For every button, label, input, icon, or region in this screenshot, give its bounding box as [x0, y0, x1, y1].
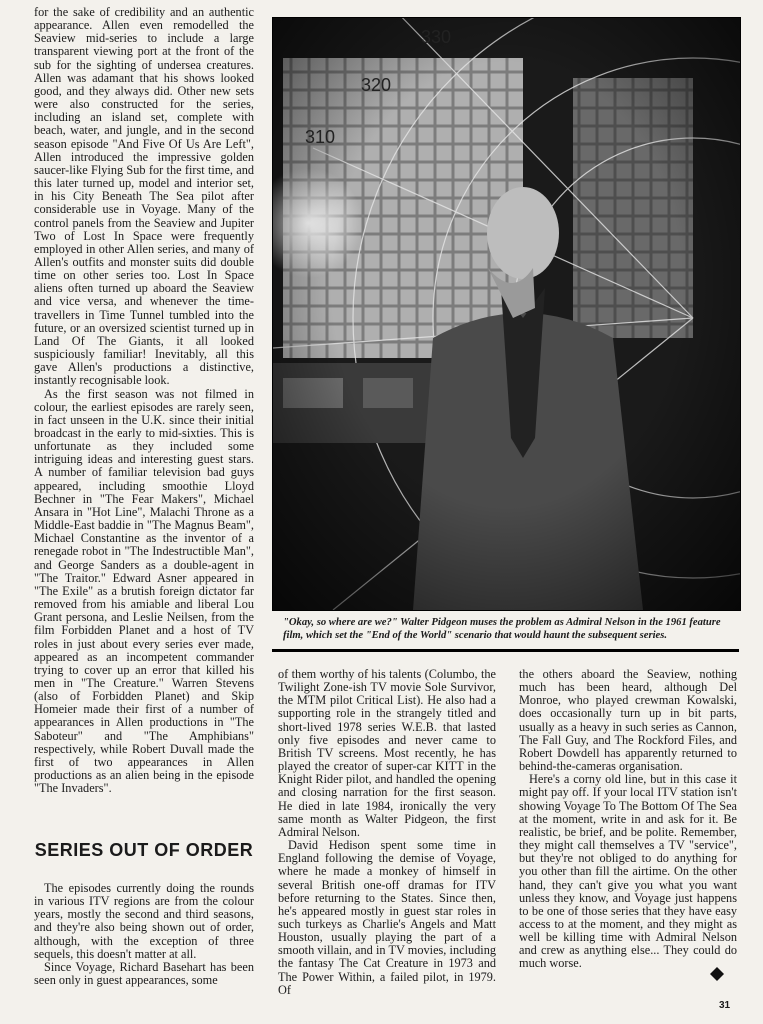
paragraph: the others aboard the Seaview, nothing much has been heard, although Del Monroe, who played crewman Kowalski, does occasionally turn up in bit parts, usually as a heavy in such series as Cannon, The Fall Guy, and The Rockford Files, and Robert Dowdell has apparently returned to behind-the-cameras organisation.: [519, 667, 737, 774]
film-still-photo: [272, 17, 741, 611]
photo-illustration: [273, 18, 740, 610]
column-1-top: [34, 6, 254, 795]
column-2: [278, 668, 496, 997]
paragraph: The episodes currently doing the rounds in various ITV regions are from the colour years, mostly the second and third seasons, and they're also being shown out of order, although, with the exception of three sequels, this doesn't matter at all.: [34, 881, 254, 961]
paragraph: As the first season was not filmed in colour, the earliest episodes are rarely seen, in fact unseen in the U.K. since their initial broadcast in the early to mid-sixties. This is unfortunate as they included some intriguing ideas and interesting guest stars. A number of familiar television bad guys appeared, including smoothie Lloyd Bechner in "The Fear Makers", Michael Ansara in "Hot Line", Malachi Throne as a Middle-East baddie in "The Magnus Beam", Michael Constantine as the inventor of a renegade robot in "The Indestructible Man", and George Sanders as a double-agent in "The Traitor." Edward Asner appeared in "The Exile" as a brutish foreign dictator far removed from his amiable and liberal Lou Grant persona, and Leslie Neilsen, from the film Forbidden Planet and a host of TV roles in just about every series ever made, appeared as an incompetent commander trying to cover up an error that killed his men in "The Creature." Warren Stevens (also of Forbidden Planet) and Skip Homeier made their first of a number of appearances in Allen productions in "The Saboteur" and "The Amphibians" respectively, while Robert Duvall made the first of two appearances in Allen productions as an alien being in the episode "The Invaders".: [34, 386, 254, 796]
scale-label: 320: [361, 75, 392, 95]
paragraph: for the sake of credibility and an authentic appearance. Allen even remodelled the Seaview mid-series to include a large transparent viewing port at the front of the sub for the sighting of undersea creatures. Allen was adamant that his shows looked good, and they always did. Other new sets were also constructed for the series, including an island set, complete with beach, water, and jungle, and in the second season episode "And Five Of Us Are Left", Allen introduced the impressive golden saucer-like Flying Sub for the first time, and this later turned up, model and interior set, in his City Beneath The Sea pilot after considerable use in Voyage. Many of the control panels from the Seaview and Jupiter Two of Lost In Space were frequently employed in other Allen series, and many of Allen's outfits and monster suits did double time on other series too. Lost In Space aliens often turned up aboard the Seaview and vice versa, and whenever the time-travellers in Time Tunnel tumbled into the future, or an oversized scientist turned up in Land Of The Giants, it all looked suspiciously familiar! Inevitably, all this gave Allen's productions a distinctive, instantly recognisable look.: [34, 5, 254, 388]
scale-label: 310: [305, 127, 336, 147]
divider-rule: [272, 649, 739, 652]
paragraph: of them worthy of his talents (Columbo, the Twilight Zone-ish TV movie Sole Survivor, the MTM pilot Critical List). He also had a supporting role in the strangely titled and short-lived 1978 series W.E.B. that lasted only five episodes and never came to British TV screens. Most recently, he has played the creator of super-car KITT in the Knight Rider pilot, and handled the opening and closing narration for the first season. He died in late 1984, ironically the very same month as Walter Pidgeon, the first Admiral Nelson.: [278, 667, 496, 839]
page-number: 31: [719, 1000, 731, 1011]
scale-label: 330: [421, 27, 452, 47]
column-1-bottom: [34, 882, 254, 987]
end-mark-icon: [710, 967, 724, 986]
column-3: [519, 668, 737, 971]
paragraph: Here's a corny old line, but in this case it might pay off. If your local ITV station isn't showing Voyage To The Bottom Of The Sea at the moment, write in and ask for it. Be realistic, be brief, and be polite. Remember, they might call themselves a TV "service", but they're not obliged to do anything for you other than fill the airtime. On the other hand, they can't give you what you want unless they know, and Voyage just happens to be one of those series that they have easy access to at the moment, and they might as well be killing time with Admiral Nelson and crew as anything else... They could do much worse.: [519, 772, 737, 971]
photo-caption: "Okay, so where are we?" Walter Pidgeon muses the problem as Admiral Nelson in the 1961 feature film, which set the "End of the World" scenario that would haunt the subsequent series.: [283, 617, 721, 641]
paragraph: Since Voyage, Richard Basehart has been seen only in guest appearances, some: [34, 959, 254, 988]
section-heading: SERIES OUT OF ORDER: [34, 840, 254, 860]
paragraph: David Hedison spent some time in England following the demise of Voyage, where he made a monkey of himself in several British one-off dramas for ITV before returning to the States. Since then, he's appeared mostly in guest star roles in such turkeys as Charlie's Angels and Matt Houston, usually playing the part of a smooth villain, and in TV movies, including the fantasy The Cat Creature in 1973 and The Power Within, a failed pilot, in 1979. Of: [278, 838, 496, 997]
